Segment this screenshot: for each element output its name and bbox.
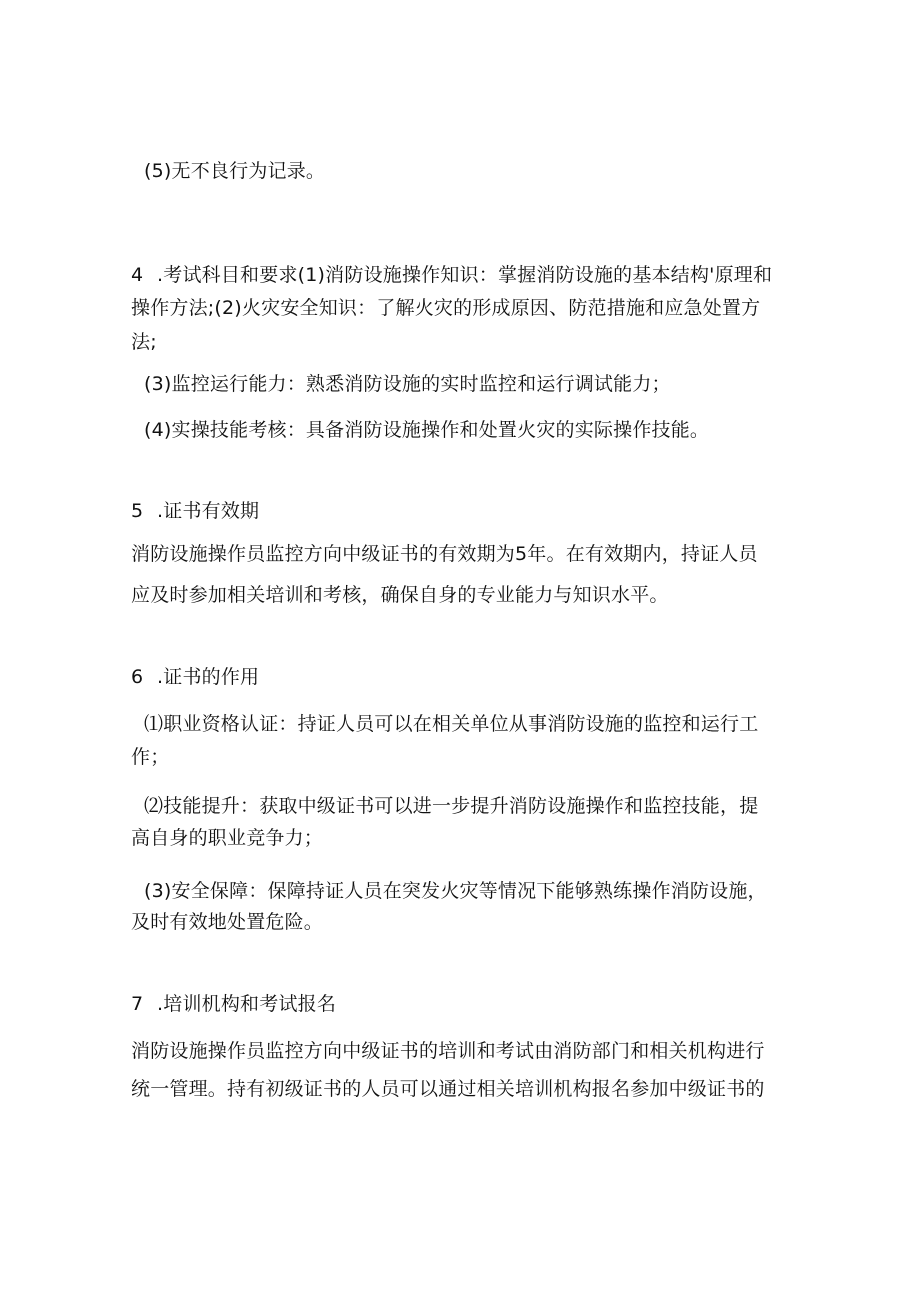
section-6-heading xyxy=(131,660,811,694)
line-text: 考试科目和要求(1)消防设施操作知识：掌握消防设施的基本结构'原理和 xyxy=(163,264,773,286)
section-5-heading xyxy=(131,494,811,528)
paragraph-line xyxy=(131,1072,811,1106)
line-text: 消防设施操作员监控方向中级证书的培训和考试由消防部门和相关机构进行 xyxy=(131,1040,765,1062)
line-text: ⑴职业资格认证：持证人员可以在相关单位从事消防设施的监控和运行工 xyxy=(144,713,759,735)
heading-dot: . xyxy=(157,264,164,286)
line-text: 及时有效地处置危险。 xyxy=(131,911,324,933)
line-text: 证书的作用 xyxy=(163,666,260,688)
exam-item-4 xyxy=(144,413,824,447)
line-text: (4)实操技能考核：具备消防设施操作和处置火灾的实际操作技能。 xyxy=(144,419,710,441)
paragraph-line xyxy=(131,905,811,939)
exam-item-3 xyxy=(144,367,824,401)
heading-dot: . xyxy=(157,666,164,688)
section-number: 6 xyxy=(131,666,144,688)
line-text: 作； xyxy=(131,746,170,768)
heading-dot: . xyxy=(157,500,164,522)
section-4-heading xyxy=(131,258,811,292)
requirement-item-5 xyxy=(144,154,824,188)
heading-dot: . xyxy=(157,993,164,1015)
paragraph-line xyxy=(131,1034,811,1068)
paragraph-line xyxy=(131,325,811,359)
section-number: 7 xyxy=(131,993,144,1015)
function-item-1 xyxy=(144,707,824,741)
line-text: 培训机构和考试报名 xyxy=(163,993,337,1015)
line-text: (3)安全保障：保障持证人员在突发火灾等情况下能够熟练操作消防设施， xyxy=(144,880,767,902)
paragraph-line xyxy=(131,578,811,612)
paragraph-line xyxy=(131,821,811,855)
line-text: (3)监控运行能力：熟悉消防设施的实时监控和运行调试能力； xyxy=(144,373,671,395)
line-text: 法; xyxy=(131,331,157,353)
section-7-heading xyxy=(131,987,811,1021)
paragraph-line xyxy=(131,291,811,325)
section-number: 5 xyxy=(131,500,144,522)
line-text: 操作方法;(2)火灾安全知识：了解火灾的形成原因、防范措施和应急处置方 xyxy=(131,297,761,319)
line-text: 应及时参加相关培训和考核，确保自身的专业能力与知识水平。 xyxy=(131,584,669,606)
paragraph-line xyxy=(131,537,811,571)
line-text: 统一管理。持有初级证书的人员可以通过相关培训机构报名参加中级证书的 xyxy=(131,1078,765,1100)
line-text: (5)无不良行为记录。 xyxy=(144,160,326,182)
line-text: 高自身的职业竞争力； xyxy=(131,827,324,849)
line-text: 证书有效期 xyxy=(163,500,260,522)
paragraph-line xyxy=(131,740,811,774)
function-item-2 xyxy=(144,789,824,823)
section-number: 4 xyxy=(131,264,144,286)
line-text: 消防设施操作员监控方向中级证书的有效期为5年。在有效期内，持证人员 xyxy=(131,543,758,565)
function-item-3 xyxy=(144,874,824,908)
line-text: ⑵技能提升：获取中级证书可以进一步提升消防设施操作和监控技能，提 xyxy=(144,795,759,817)
